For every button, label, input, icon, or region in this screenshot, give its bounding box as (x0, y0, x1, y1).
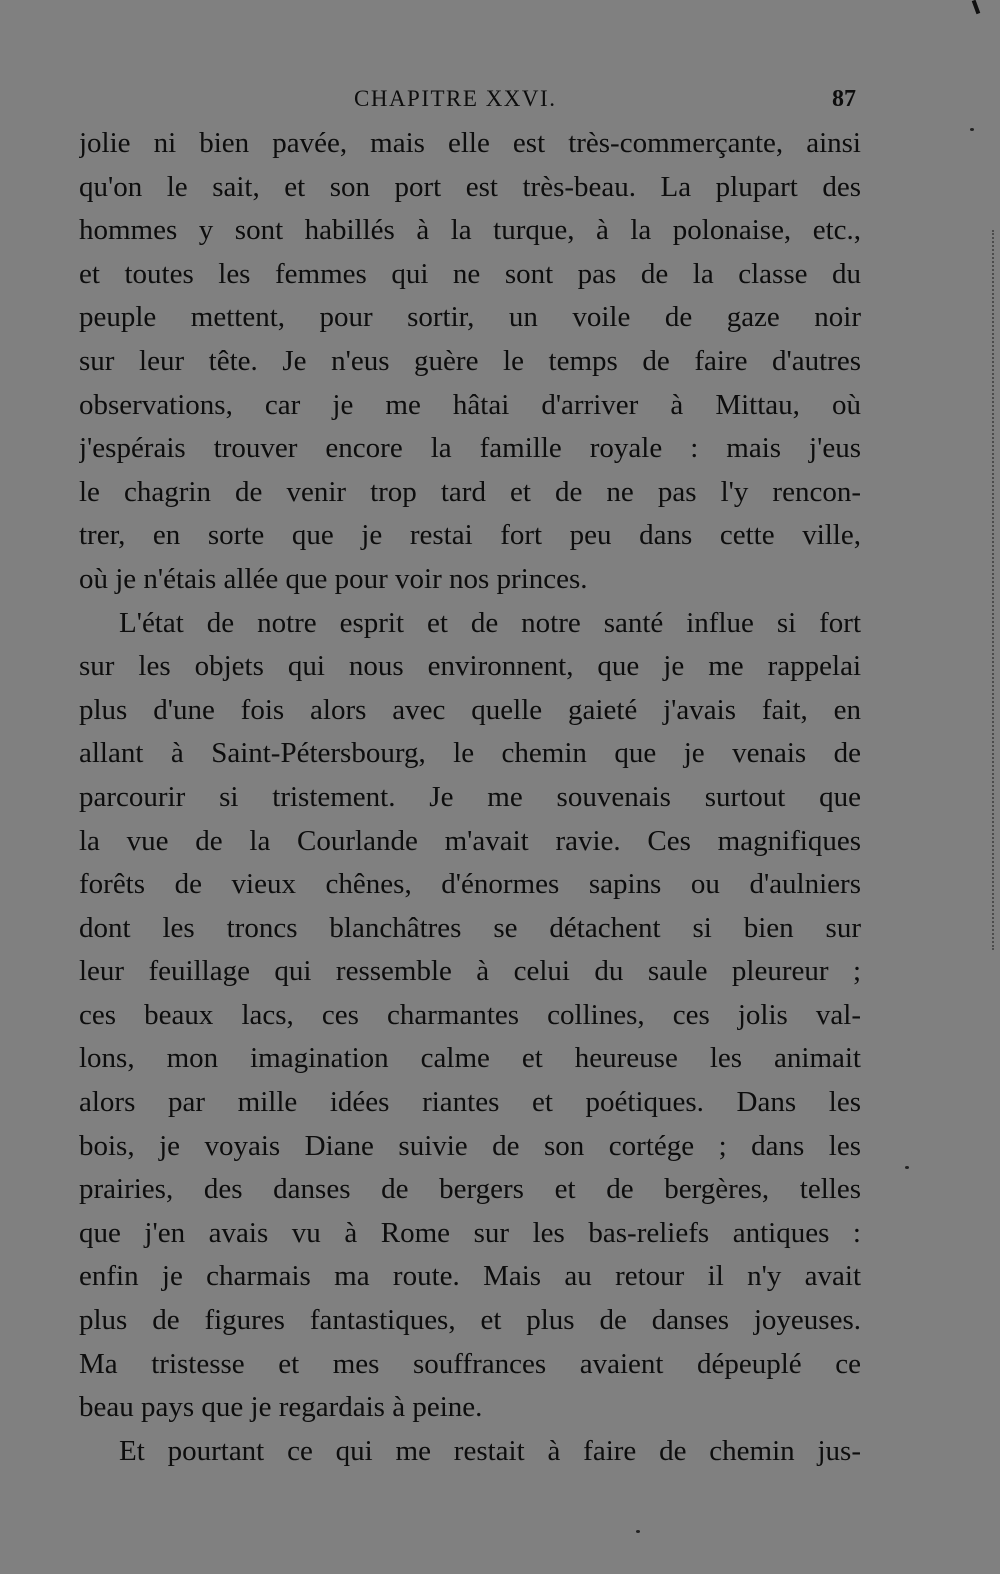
body-text (79, 122, 861, 1473)
text-line: bois, je voyais Diane suivie de son cortége ; dans les (79, 1129, 861, 1162)
text-line: lons, mon imagination calme et heureuse les animait (79, 1042, 861, 1075)
text-line: le chagrin de venir trop tard et de ne pas l'y rencon- (79, 475, 861, 508)
text-line: sur leur tête. Je n'eus guère le temps de faire d'autres (79, 344, 861, 377)
scan-speck (970, 128, 974, 131)
text-line: prairies, des danses de bergers et de bergères, telles (79, 1173, 861, 1206)
text-line: plus de figures fantastiques, et plus de danses joyeuses. (79, 1304, 861, 1337)
text-line: alors par mille idées riantes et poétiques. Dans les (79, 1086, 861, 1119)
running-title: CHAPITRE XXVI. (354, 86, 557, 111)
text-line: j'espérais trouver encore la famille royale : mais j'eus (79, 432, 861, 465)
text-line: dont les troncs blanchâtres se détachent si bien sur (79, 911, 861, 944)
text-line: beau pays que je regardais à peine. (79, 1391, 483, 1424)
text-line: Ma tristesse et mes souffrances avaient dépeuplé ce (79, 1347, 861, 1380)
paragraph-start-line: Et pourtant ce qui me restait à faire de chemin jus- (119, 1434, 861, 1467)
text-line: que j'en avais vu à Rome sur les bas-reliefs antiques : (79, 1216, 861, 1249)
text-line: la vue de la Courlande m'avait ravie. Ces magnifiques (79, 824, 861, 857)
text-line: allant à Saint-Pétersbourg, le chemin que je venais de (79, 737, 861, 770)
text-line: où je n'étais allée que pour voir nos princes. (79, 562, 588, 595)
scan-speck (636, 1530, 640, 1533)
text-line: peuple mettent, pour sortir, un voile de gaze noir (79, 301, 861, 334)
text-line: leur feuillage qui ressemble à celui du saule pleureur ; (79, 955, 861, 988)
text-line: ces beaux lacs, ces charmantes collines, ces jolis val- (79, 998, 861, 1031)
page-header (78, 86, 860, 116)
text-line: enfin je charmais ma route. Mais au retour il n'y avait (79, 1260, 861, 1293)
text-line: parcourir si tristement. Je me souvenais surtout que (79, 780, 861, 813)
text-line: et toutes les femmes qui ne sont pas de la classe du (79, 257, 861, 290)
text-line: qu'on le sait, et son port est très-beau. La plupart des (79, 170, 861, 203)
text-line: hommes y sont habillés à la turque, à la polonaise, etc., (79, 214, 861, 247)
text-line: forêts de vieux chênes, d'énormes sapins ou d'aulniers (79, 868, 861, 901)
text-line: trer, en sorte que je restai fort peu dans cette ville, (79, 519, 861, 552)
scan-corner-mark (972, 0, 981, 14)
text-line: jolie ni bien pavée, mais elle est très-commerçante, ainsi (79, 127, 861, 159)
page-number: 87 (832, 86, 856, 112)
text-line: sur les objets qui nous environnent, que je me rappelai (79, 650, 861, 683)
text-line: observations, car je me hâtai d'arriver à Mittau, où (79, 388, 861, 421)
scan-speck (905, 1166, 909, 1169)
scan-margin-noise (986, 230, 994, 950)
paragraph-start-line: L'état de notre esprit et de notre santé influe si fort (119, 606, 861, 639)
text-line: plus d'une fois alors avec quelle gaieté j'avais fait, en (79, 693, 861, 726)
